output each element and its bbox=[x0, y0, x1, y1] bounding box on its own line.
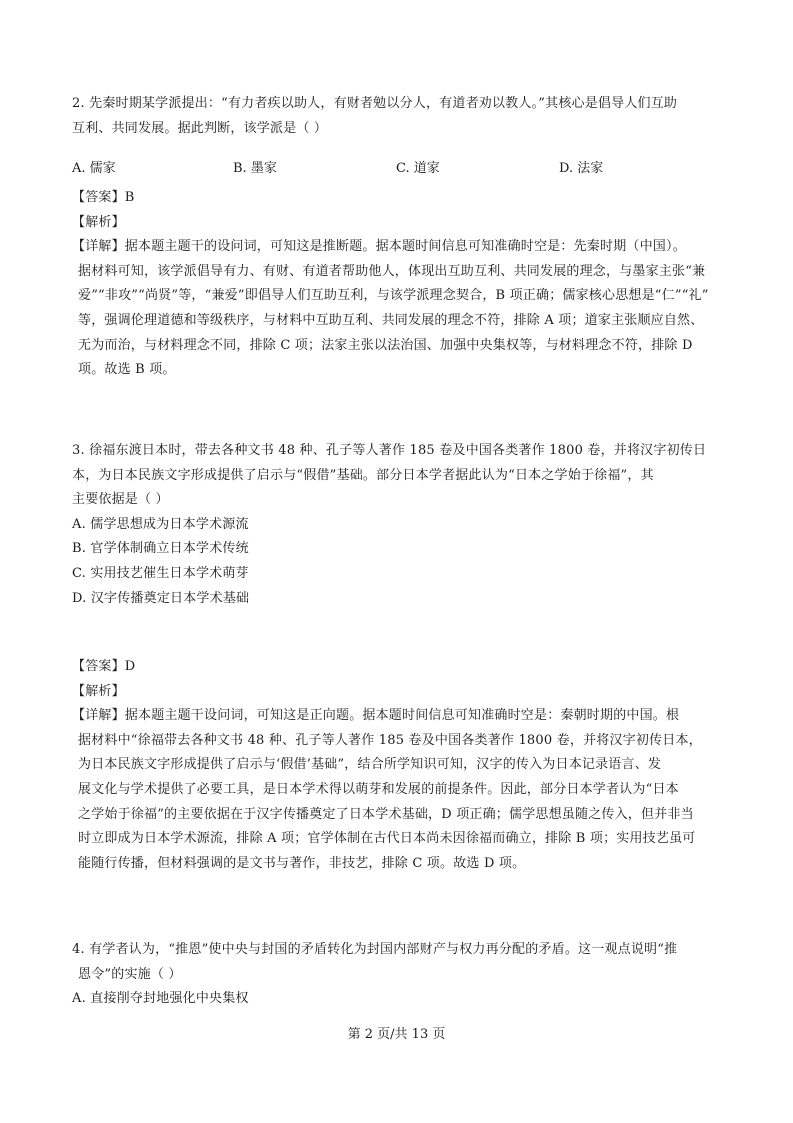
question-2-stem-line: 互利、共同发展。据此判断，该学派是（ ） bbox=[72, 120, 328, 136]
detail-line: 爱”“非攻”“尚贤”等，“兼爱”即倡导人们互助互利，与该学派理念契合，B 项正确；儒家核心思想是“仁”“礼” bbox=[78, 288, 709, 304]
answer-label: 【答案】D bbox=[72, 659, 136, 674]
option-b: B. 官学体制确立日本学术传统 bbox=[72, 541, 249, 557]
analysis-label: 【解析】 bbox=[72, 683, 125, 699]
option-a: A. 直接削夺封地强化中央集权 bbox=[72, 991, 249, 1007]
option-d: D. 汉字传播奠定日本学术基础 bbox=[72, 590, 250, 606]
option-c: C. 道家 bbox=[396, 161, 440, 176]
page-footer: 第 2 页/共 13 页 bbox=[347, 1027, 446, 1042]
detail-line: 之学始于徐福”的主要依据在于汉字传播奠定了日本学术基础，D 项正确；儒学思想虽随之传入，但并非当 bbox=[78, 806, 694, 822]
detail-line: 据材料中“徐福带去各种文书 48 种、孔子等人著作 185 卷及中国各类著作 1800 卷，并将汉字初传日本， bbox=[78, 732, 702, 748]
question-3-stem bbox=[72, 439, 724, 611]
question-4-stem bbox=[72, 938, 724, 1012]
question-2-answer-block bbox=[72, 186, 724, 383]
question-3-answer-block bbox=[72, 655, 724, 876]
answer-label: 【答案】B bbox=[72, 190, 135, 205]
detail-line: 展文化与学术提供了必要工具，是日本学术得以萌芽和发展的前提条件。因此，部分日本学者认为“日本 bbox=[78, 781, 679, 797]
option-c: C. 实用技艺催生日本学术萌芽 bbox=[72, 565, 249, 581]
question-4-stem-line: 4. 有学者认为，“推恩”使中央与封国的矛盾转化为封国内部财产与权力再分配的矛盾。这一观点说明“推 bbox=[72, 942, 678, 957]
option-d: D. 法家 bbox=[559, 161, 604, 176]
question-4-stem-line: 恩令”的实施（ ） bbox=[78, 966, 182, 982]
question-3-stem-line: 主要依据是（ ） bbox=[72, 492, 169, 508]
detail-line: 据材料可知，该学派倡导有力、有财、有道者帮助他人，体现出互助互利、共同发展的理念，与墨家主张“兼 bbox=[78, 263, 706, 279]
question-2-stem bbox=[72, 92, 724, 141]
detail-line: 无为而治，与材料理念不同，排除 C 项；法家主张以法治国、加强中央集权等，与材料理念不符，排除 D bbox=[78, 337, 693, 353]
detail-line: 项。故选 B 项。 bbox=[78, 362, 176, 378]
detail-line: 【详解】据本题主题干的设问词，可知这是推断题。据本题时间信息可知准确时空是：先秦时期（中国）。 bbox=[72, 239, 686, 255]
detail-line: 等，强调伦理道德和等级秩序，与材料中互助互利、共同发展的理念不符，排除 A 项；道家主张顺应自然、 bbox=[78, 312, 704, 328]
detail-line: 时立即成为日本学术源流，排除 A 项；官学体制在古代日本尚未因徐福而确立，排除 B 项；实用技艺虽可 bbox=[78, 831, 696, 847]
detail-line: 为日本民族文字形成提供了启示与‘假借’基础”，结合所学知识可知，汉字的传入为日本记录语言、发 bbox=[78, 757, 662, 773]
option-a: A. 儒学思想成为日本学术源流 bbox=[72, 516, 249, 532]
option-b: B. 墨家 bbox=[233, 161, 277, 176]
detail-line: 【详解】据本题主题干设问词，可知这是正向题。据本题时间信息可知准确时空是：秦朝时期的中国。根 bbox=[72, 708, 680, 724]
question-3-stem-line: 3. 徐福东渡日本时，带去各种文书 48 种、孔子等人著作 185 卷及中国各类著作 1800 卷，并将汉字初传日 bbox=[72, 443, 707, 458]
question-2-options bbox=[72, 157, 724, 181]
option-a: A. 儒家 bbox=[72, 161, 116, 176]
question-2-stem-line: 2. 先秦时期某学派提出：“有力者疾以助人，有财者勉以分人，有道者劝以教人。”其核心是倡导人们互助 bbox=[72, 96, 678, 111]
question-3-stem-line: 本，为日本民族文字形成提供了启示与“假借”基础。部分日本学者据此认为“日本之学始于徐福”，其 bbox=[72, 467, 654, 483]
detail-line: 能随行传播，但材料强调的是文书与著作，非技艺，排除 C 项。故选 D 项。 bbox=[78, 855, 526, 871]
analysis-label: 【解析】 bbox=[72, 214, 125, 230]
